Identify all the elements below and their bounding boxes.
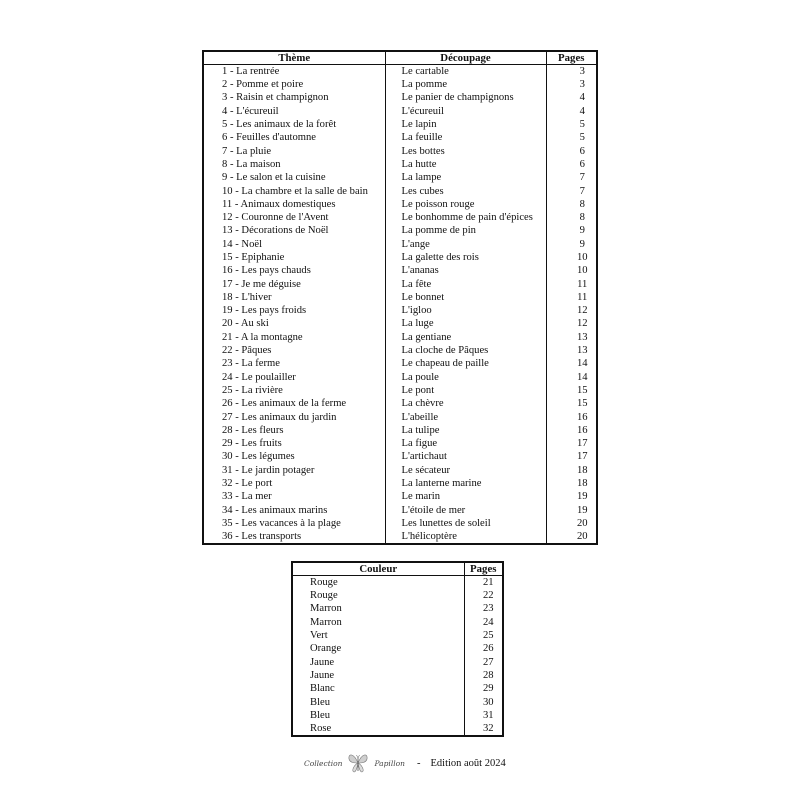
theme-cell: 30 - Les légumes bbox=[203, 450, 385, 463]
decoupage-cell: Les cubes bbox=[385, 184, 546, 197]
pages-cell: 21 bbox=[482, 577, 494, 588]
pages-cell: 9 bbox=[579, 225, 585, 237]
couleur-cell: Rouge bbox=[292, 576, 464, 590]
pages-cell: 23 bbox=[482, 603, 494, 615]
couleur-cell: Jaune bbox=[292, 655, 464, 668]
table-row bbox=[203, 144, 597, 157]
table-row bbox=[292, 695, 503, 708]
decoupage-cell: Le lapin bbox=[385, 118, 546, 131]
theme-cell: 27 - Les animaux du jardin bbox=[203, 410, 385, 423]
theme-cell: 5 - Les animaux de la forêt bbox=[203, 118, 385, 131]
theme-cell: 24 - Le poulailler bbox=[203, 371, 385, 384]
pages-cell: 27 bbox=[482, 656, 494, 668]
couleur-cell: Marron bbox=[292, 602, 464, 615]
pages-cell: 11 bbox=[577, 278, 588, 290]
pages-cell: 28 bbox=[482, 669, 494, 681]
decoupage-cell: La feuille bbox=[385, 131, 546, 144]
header-theme: Thème bbox=[203, 51, 385, 65]
table-row bbox=[203, 105, 597, 118]
decoupage-cell: L'écureuil bbox=[385, 105, 546, 118]
pages-cell: 14 bbox=[576, 358, 588, 370]
pages-cell: 14 bbox=[576, 371, 588, 383]
pages-cell: 29 bbox=[482, 683, 494, 695]
pages-cell: 18 bbox=[576, 478, 588, 490]
pages-cell: 7 bbox=[579, 172, 585, 184]
decoupage-cell: Le panier de champignons bbox=[385, 91, 546, 104]
pages-cell: 26 bbox=[482, 643, 494, 655]
pages-cell: 3 bbox=[579, 79, 585, 91]
table-row bbox=[203, 530, 597, 544]
table-row bbox=[203, 371, 597, 384]
pages-cell: 30 bbox=[482, 696, 494, 708]
decoupage-cell: La chèvre bbox=[385, 397, 546, 410]
theme-cell: 17 - Je me déguise bbox=[203, 277, 385, 290]
pages-cell: 18 bbox=[576, 464, 588, 476]
theme-cell: 10 - La chambre et la salle de bain bbox=[203, 184, 385, 197]
decoupage-cell: La galette des rois bbox=[385, 251, 546, 264]
theme-cell: 31 - Le jardin potager bbox=[203, 464, 385, 477]
pages-cell: 17 bbox=[576, 438, 588, 450]
pages-cell: 12 bbox=[576, 318, 588, 330]
table-row bbox=[292, 682, 503, 695]
theme-cell: 28 - Les fleurs bbox=[203, 424, 385, 437]
pages-cell: 15 bbox=[576, 384, 588, 396]
decoupage-cell: La fête bbox=[385, 277, 546, 290]
decoupage-cell: L'artichaut bbox=[385, 450, 546, 463]
table-row bbox=[203, 344, 597, 357]
decoupage-cell: L'étoile de mer bbox=[385, 504, 546, 517]
table-row bbox=[203, 357, 597, 370]
table-row bbox=[203, 78, 597, 91]
theme-cell: 33 - La mer bbox=[203, 490, 385, 503]
theme-cell: 2 - Pomme et poire bbox=[203, 78, 385, 91]
theme-cell: 29 - Les fruits bbox=[203, 437, 385, 450]
theme-cell: 8 - La maison bbox=[203, 158, 385, 171]
table-row bbox=[292, 709, 503, 722]
table-row bbox=[203, 238, 597, 251]
table-row bbox=[203, 224, 597, 237]
table-row bbox=[203, 317, 597, 330]
logo-papillon-text: Papillon bbox=[374, 758, 405, 768]
table-row bbox=[203, 277, 597, 290]
theme-cell: 35 - Les vacances à la plage bbox=[203, 517, 385, 530]
pages-cell: 17 bbox=[576, 451, 588, 463]
table-row bbox=[203, 464, 597, 477]
theme-cell: 22 - Pâques bbox=[203, 344, 385, 357]
footer bbox=[304, 748, 506, 778]
theme-cell: 32 - Le port bbox=[203, 477, 385, 490]
decoupage-cell: Le chapeau de paille bbox=[385, 357, 546, 370]
pages-cell: 6 bbox=[579, 158, 585, 170]
table-row bbox=[203, 264, 597, 277]
theme-cell: 9 - Le salon et la cuisine bbox=[203, 171, 385, 184]
theme-cell: 15 - Epiphanie bbox=[203, 251, 385, 264]
decoupage-cell: La poule bbox=[385, 371, 546, 384]
pages-cell: 11 bbox=[577, 291, 588, 303]
header-pages: Pages bbox=[464, 562, 503, 576]
theme-cell: 1 - La rentrée bbox=[203, 65, 385, 79]
pages-cell: 31 bbox=[482, 709, 494, 721]
decoupage-cell: Le bonnet bbox=[385, 291, 546, 304]
decoupage-cell: Le marin bbox=[385, 490, 546, 503]
pages-cell: 19 bbox=[576, 491, 588, 503]
theme-cell: 7 - La pluie bbox=[203, 144, 385, 157]
edition-text: Edition août 2024 bbox=[430, 757, 506, 769]
butterfly-icon bbox=[346, 751, 370, 775]
decoupage-cell: Le poisson rouge bbox=[385, 198, 546, 211]
theme-cell: 6 - Feuilles d'automne bbox=[203, 131, 385, 144]
pages-cell: 32 bbox=[482, 722, 494, 734]
pages-cell: 15 bbox=[576, 398, 588, 410]
pages-cell: 20 bbox=[576, 517, 588, 529]
table-row bbox=[203, 331, 597, 344]
table-row bbox=[203, 91, 597, 104]
table-row bbox=[203, 184, 597, 197]
decoupage-cell: La pomme de pin bbox=[385, 224, 546, 237]
table-row bbox=[203, 477, 597, 490]
theme-cell: 19 - Les pays froids bbox=[203, 304, 385, 317]
logo-collection-text: Collection bbox=[304, 758, 343, 768]
theme-cell: 34 - Les animaux marins bbox=[203, 504, 385, 517]
table-row bbox=[292, 642, 503, 655]
footer-separator: - bbox=[416, 757, 421, 769]
decoupage-cell: Les bottes bbox=[385, 144, 546, 157]
decoupage-cell: La gentiane bbox=[385, 331, 546, 344]
table-row bbox=[203, 517, 597, 530]
pages-cell: 4 bbox=[579, 105, 585, 117]
theme-cell: 13 - Décorations de Noël bbox=[203, 224, 385, 237]
theme-cell: 36 - Les transports bbox=[203, 530, 385, 544]
couleur-cell: Vert bbox=[292, 629, 464, 642]
decoupage-cell: La figue bbox=[385, 437, 546, 450]
table-row bbox=[203, 171, 597, 184]
table-row bbox=[203, 410, 597, 423]
decoupage-cell: La hutte bbox=[385, 158, 546, 171]
theme-cell: 25 - La rivière bbox=[203, 384, 385, 397]
decoupage-cell: La lampe bbox=[385, 171, 546, 184]
table-row bbox=[203, 424, 597, 437]
theme-cell: 14 - Noël bbox=[203, 238, 385, 251]
theme-cell: 11 - Animaux domestiques bbox=[203, 198, 385, 211]
decoupage-cell: L'ange bbox=[385, 238, 546, 251]
table-row bbox=[292, 602, 503, 615]
table-row bbox=[203, 490, 597, 503]
decoupage-cell: L'hélicoptère bbox=[385, 530, 546, 544]
pages-cell: 13 bbox=[576, 331, 588, 343]
table-row bbox=[292, 655, 503, 668]
theme-cell: 12 - Couronne de l'Avent bbox=[203, 211, 385, 224]
table-row bbox=[203, 291, 597, 304]
pages-cell: 5 bbox=[579, 119, 585, 131]
themes-table bbox=[202, 50, 598, 545]
decoupage-cell: Les lunettes de soleil bbox=[385, 517, 546, 530]
table-row bbox=[292, 669, 503, 682]
pages-cell: 13 bbox=[576, 345, 588, 357]
theme-cell: 20 - Au ski bbox=[203, 317, 385, 330]
decoupage-cell: La pomme bbox=[385, 78, 546, 91]
couleur-cell: Rouge bbox=[292, 589, 464, 602]
themes-table-header bbox=[203, 51, 597, 65]
decoupage-cell: Le pont bbox=[385, 384, 546, 397]
pages-cell: 25 bbox=[482, 630, 494, 642]
table-row bbox=[292, 629, 503, 642]
colors-table bbox=[291, 561, 504, 737]
pages-cell: 22 bbox=[482, 590, 494, 602]
decoupage-cell: La tulipe bbox=[385, 424, 546, 437]
table-row bbox=[203, 504, 597, 517]
theme-cell: 23 - La ferme bbox=[203, 357, 385, 370]
table-row bbox=[292, 576, 503, 590]
couleur-cell: Jaune bbox=[292, 669, 464, 682]
decoupage-cell: Le cartable bbox=[385, 65, 546, 79]
table-row bbox=[203, 211, 597, 224]
couleur-cell: Orange bbox=[292, 642, 464, 655]
couleur-cell: Rose bbox=[292, 722, 464, 736]
decoupage-cell: L'ananas bbox=[385, 264, 546, 277]
couleur-cell: Blanc bbox=[292, 682, 464, 695]
couleur-cell: Bleu bbox=[292, 695, 464, 708]
table-row bbox=[203, 251, 597, 264]
pages-cell: 6 bbox=[579, 145, 585, 157]
couleur-cell: Marron bbox=[292, 616, 464, 629]
table-row bbox=[203, 65, 597, 79]
table-row bbox=[203, 158, 597, 171]
theme-cell: 16 - Les pays chauds bbox=[203, 264, 385, 277]
header-decoupage: Découpage bbox=[385, 51, 546, 65]
theme-cell: 4 - L'écureuil bbox=[203, 105, 385, 118]
pages-cell: 4 bbox=[579, 92, 585, 104]
table-row bbox=[203, 198, 597, 211]
pages-cell: 5 bbox=[579, 132, 585, 144]
pages-cell: 19 bbox=[576, 504, 588, 516]
theme-cell: 21 - A la montagne bbox=[203, 331, 385, 344]
table-row bbox=[203, 450, 597, 463]
pages-cell: 3 bbox=[579, 66, 585, 77]
pages-cell: 20 bbox=[576, 531, 588, 543]
pages-cell: 12 bbox=[576, 305, 588, 317]
table-row bbox=[203, 131, 597, 144]
decoupage-cell: Le sécateur bbox=[385, 464, 546, 477]
theme-cell: 18 - L'hiver bbox=[203, 291, 385, 304]
pages-cell: 8 bbox=[579, 212, 585, 224]
decoupage-cell: L'igloo bbox=[385, 304, 546, 317]
pages-cell: 16 bbox=[576, 411, 588, 423]
pages-cell: 10 bbox=[576, 265, 588, 277]
table-row bbox=[292, 589, 503, 602]
table-row bbox=[203, 384, 597, 397]
table-row bbox=[292, 616, 503, 629]
couleur-cell: Bleu bbox=[292, 709, 464, 722]
header-couleur: Couleur bbox=[292, 562, 464, 576]
table-row bbox=[203, 118, 597, 131]
table-row bbox=[203, 304, 597, 317]
table-row bbox=[203, 437, 597, 450]
decoupage-cell: La lanterne marine bbox=[385, 477, 546, 490]
decoupage-cell: L'abeille bbox=[385, 410, 546, 423]
pages-cell: 10 bbox=[576, 252, 588, 263]
decoupage-cell: La cloche de Pâques bbox=[385, 344, 546, 357]
theme-cell: 26 - Les animaux de la ferme bbox=[203, 397, 385, 410]
pages-cell: 7 bbox=[579, 185, 585, 197]
pages-cell: 9 bbox=[579, 238, 585, 250]
decoupage-cell: La luge bbox=[385, 317, 546, 330]
pages-cell: 8 bbox=[579, 198, 585, 210]
colors-table-header bbox=[292, 562, 503, 576]
decoupage-cell: Le bonhomme de pain d'épices bbox=[385, 211, 546, 224]
pages-cell: 24 bbox=[482, 616, 494, 628]
pages-cell: 16 bbox=[576, 424, 588, 436]
table-row bbox=[292, 722, 503, 736]
table-row bbox=[203, 397, 597, 410]
theme-cell: 3 - Raisin et champignon bbox=[203, 91, 385, 104]
header-pages: Pages bbox=[546, 51, 597, 65]
